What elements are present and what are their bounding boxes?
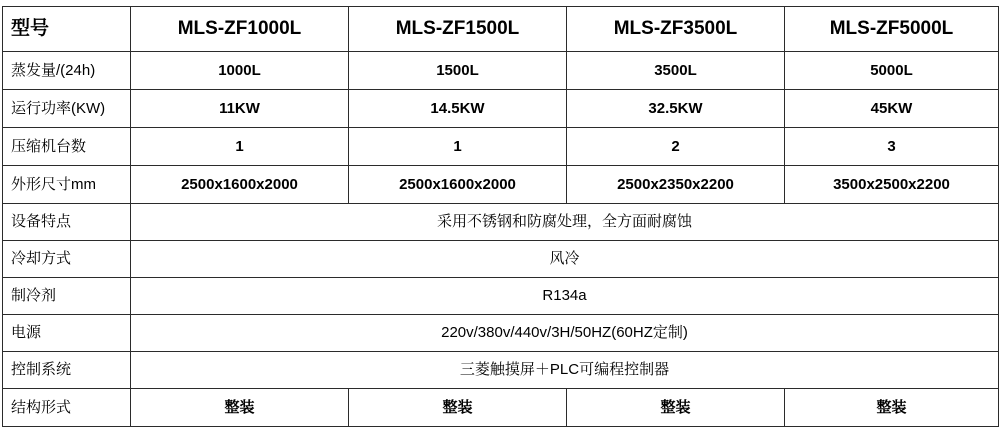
model-name: MLS-ZF1500L xyxy=(349,7,567,52)
cell-value: 11KW xyxy=(131,90,349,128)
table-header-row xyxy=(3,7,999,52)
cell-value: 32.5KW xyxy=(567,90,785,128)
cell-value: 三菱触摸屏＋PLC可编程控制器 xyxy=(131,352,999,389)
row-label: 控制系统 xyxy=(3,352,131,389)
header-label: 型号 xyxy=(3,7,131,52)
row-label: 蒸发量/(24h) xyxy=(3,52,131,90)
row-label: 电源 xyxy=(3,315,131,352)
cell-value: 5000L xyxy=(785,52,999,90)
cell-value: 风冷 xyxy=(131,241,999,278)
cell-value: 整装 xyxy=(131,389,349,427)
cell-value: R134a xyxy=(131,278,999,315)
cell-value: 3 xyxy=(785,128,999,166)
row-label: 运行功率(KW) xyxy=(3,90,131,128)
cell-value: 整装 xyxy=(349,389,567,427)
table-row xyxy=(3,52,999,90)
cell-value: 14.5KW xyxy=(349,90,567,128)
cell-value: 45KW xyxy=(785,90,999,128)
table-row xyxy=(3,315,999,352)
table-row xyxy=(3,90,999,128)
cell-value: 1000L xyxy=(131,52,349,90)
row-label: 设备特点 xyxy=(3,204,131,241)
table-row xyxy=(3,128,999,166)
table-row xyxy=(3,352,999,389)
row-label: 压缩机台数 xyxy=(3,128,131,166)
cell-value: 整装 xyxy=(567,389,785,427)
table-row xyxy=(3,389,999,427)
cell-value: 3500L xyxy=(567,52,785,90)
table-row xyxy=(3,166,999,204)
cell-value: 220v/380v/440v/3H/50HZ(60HZ定制) xyxy=(131,315,999,352)
model-name: MLS-ZF1000L xyxy=(131,7,349,52)
cell-value: 2500x2350x2200 xyxy=(567,166,785,204)
cell-value: 2 xyxy=(567,128,785,166)
table-row xyxy=(3,241,999,278)
model-name: MLS-ZF5000L xyxy=(785,7,999,52)
row-label: 外形尺寸mm xyxy=(3,166,131,204)
cell-value: 1500L xyxy=(349,52,567,90)
row-label: 结构形式 xyxy=(3,389,131,427)
cell-value: 3500x2500x2200 xyxy=(785,166,999,204)
cell-value: 采用不锈钢和防腐处理，全方面耐腐蚀 xyxy=(131,204,999,241)
cell-value: 2500x1600x2000 xyxy=(131,166,349,204)
specifications-table xyxy=(2,6,999,427)
cell-value: 1 xyxy=(131,128,349,166)
model-name: MLS-ZF3500L xyxy=(567,7,785,52)
row-label: 制冷剂 xyxy=(3,278,131,315)
cell-value: 整装 xyxy=(785,389,999,427)
cell-value: 1 xyxy=(349,128,567,166)
cell-value: 2500x1600x2000 xyxy=(349,166,567,204)
row-label: 冷却方式 xyxy=(3,241,131,278)
table-row xyxy=(3,204,999,241)
table-row xyxy=(3,278,999,315)
